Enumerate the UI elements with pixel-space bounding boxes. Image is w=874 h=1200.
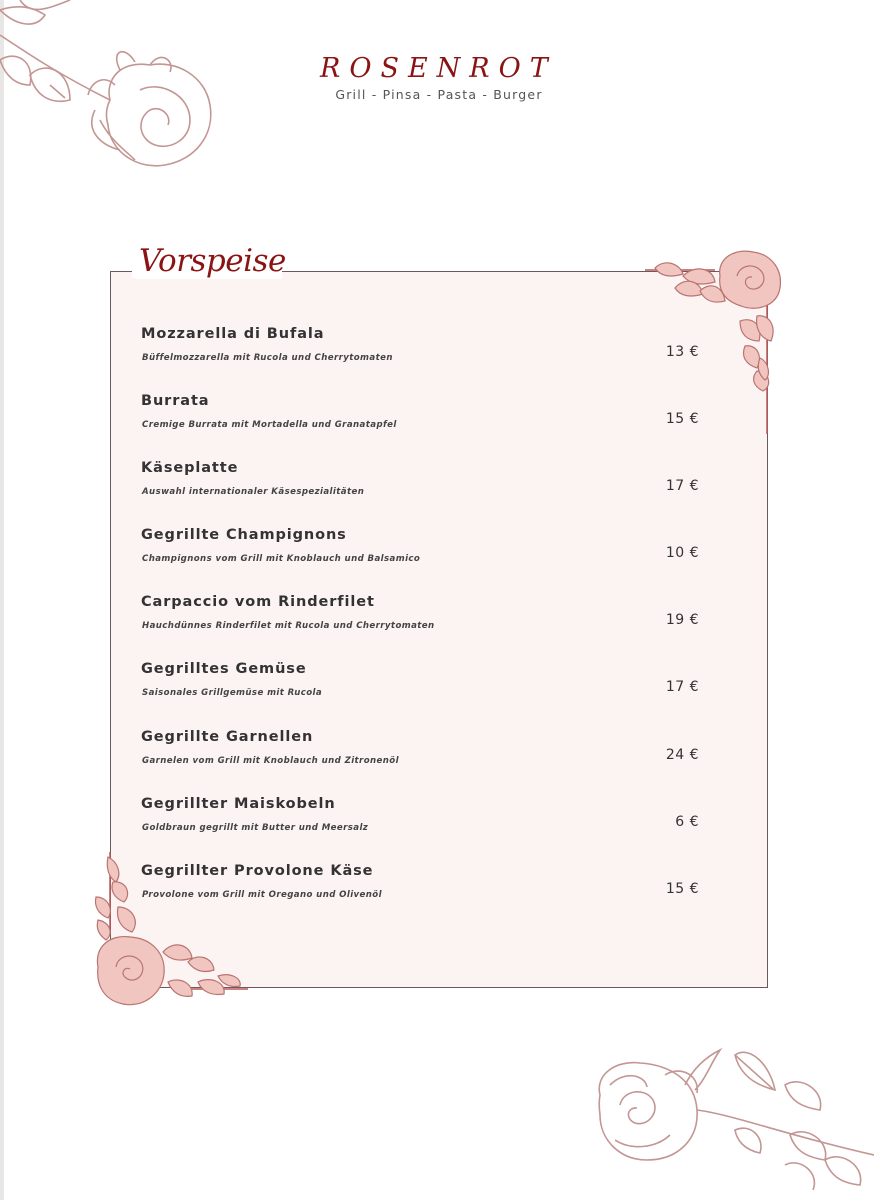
item-name: Burrata <box>141 393 210 410</box>
brand-subtitle: Grill - Pinsa - Pasta - Burger <box>335 87 543 102</box>
menu-item <box>141 661 701 728</box>
menu-item <box>141 326 701 393</box>
item-price: 10 € <box>665 545 699 562</box>
item-name: Gegrilltes Gemüse <box>141 661 307 678</box>
item-description: Cremige Burrata mit Mortadella und Granatapfel <box>142 420 397 431</box>
item-description: Garnelen vom Grill mit Knoblauch und Zitronenöl <box>142 755 399 766</box>
item-price: 24 € <box>665 746 699 763</box>
brand-title: ROSENROT <box>320 53 557 84</box>
item-name: Gegrillter Provolone Käse <box>141 862 374 879</box>
menu-item-list <box>141 326 701 930</box>
item-description: Goldbraun gegrillt mit Butter und Meersalz <box>142 822 369 833</box>
item-price: 13 € <box>665 344 699 360</box>
item-description: Hauchdünnes Rinderfilet mit Rucola und Cherrytomaten <box>142 621 435 632</box>
item-name: Käseplatte <box>141 460 239 477</box>
item-name: Carpaccio vom Rinderfilet <box>141 594 375 611</box>
brand-header <box>320 52 557 102</box>
menu-item <box>141 729 701 796</box>
item-price: 17 € <box>665 679 699 696</box>
item-description: Büffelmozzarella mit Rucola und Cherrytomaten <box>142 353 393 363</box>
item-price: 15 € <box>665 880 699 897</box>
item-price: 6 € <box>675 813 699 830</box>
item-name: Gegrillte Champignons <box>141 527 347 544</box>
item-description: Champignons vom Grill mit Knoblauch und Balsamico <box>142 554 421 565</box>
section-title: Vorspeise <box>136 243 282 279</box>
item-description: Auswahl internationaler Käsespezialitäten <box>142 487 365 498</box>
menu-item <box>141 796 701 863</box>
item-name: Gegrillte Garnellen <box>141 728 314 745</box>
rose-decoration-top-left-icon <box>0 0 220 180</box>
rose-decoration-bottom-right-icon <box>585 1045 874 1200</box>
item-name: Gegrillter Maiskobeln <box>141 795 336 812</box>
item-name: Mozzarella di Bufala <box>141 326 325 342</box>
menu-item <box>141 863 701 930</box>
menu-item <box>141 594 701 661</box>
menu-item <box>141 393 701 460</box>
page-edge <box>0 0 4 1200</box>
menu-item <box>141 527 701 594</box>
item-description: Saisonales Grillgemüse mit Rucola <box>142 688 323 699</box>
item-description: Provolone vom Grill mit Oregano und Olivenöl <box>142 889 382 900</box>
item-price: 15 € <box>665 411 699 428</box>
item-price: 17 € <box>665 478 699 495</box>
item-price: 19 € <box>665 612 699 629</box>
menu-item <box>141 460 701 527</box>
